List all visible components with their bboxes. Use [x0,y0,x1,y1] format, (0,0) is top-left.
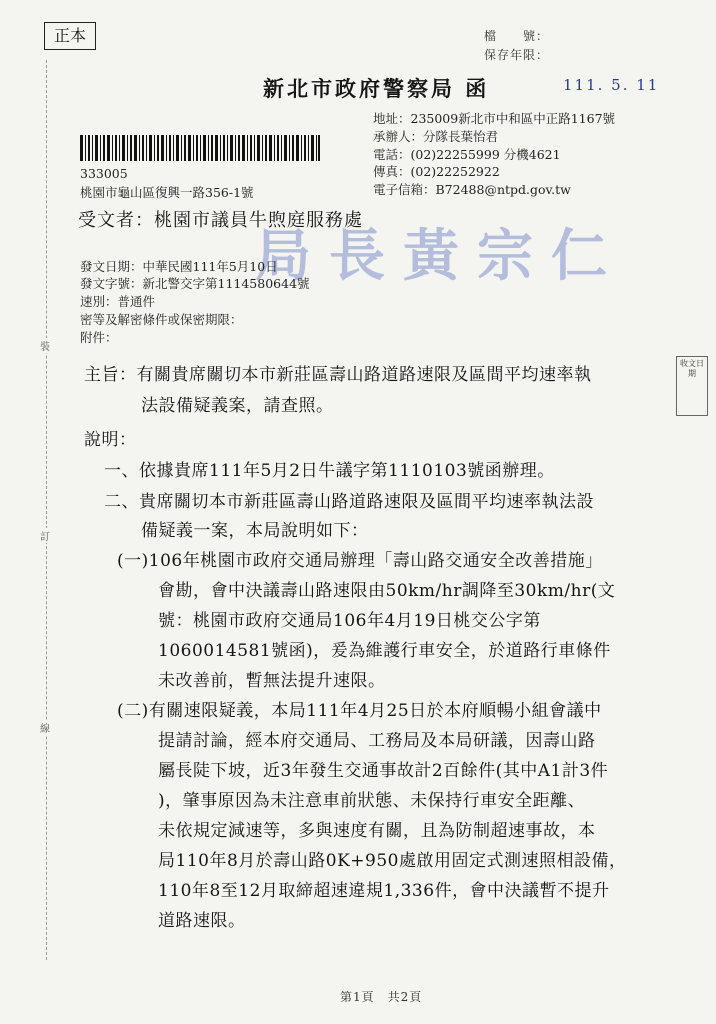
binding-line [46,60,47,960]
sender-address: 地址：235009新北市中和區中正路1167號 [373,111,616,126]
sub-2-line-1: (二)有關速限疑義，本局111年4月25日於本府順暢小組會議中 [117,701,602,721]
binding-mark-1: 裝 [40,338,50,353]
document-title: 新北市政府警察局 函 [263,76,490,101]
postal-code: 333005 [80,166,128,181]
speed-category: 速別：普通件 [80,294,156,309]
item-1: 一、依據貴席111年5月2日牛議字第1110103號函辦理。 [104,461,555,481]
archive-number-label: 檔 號： [484,29,550,43]
subject-line-1: 主旨：有關貴席關切本市新莊區壽山路道路速限及區間平均速率執 [84,365,592,385]
issue-date: 發文日期：中華民國111年5月10日 [80,259,278,274]
recipient: 受文者：桃園市議員牛煦庭服務處 [78,210,363,231]
sub-2-line-7: 110年8至12月取締超速違規1,336件，會中決議暫不提升 [158,881,610,901]
subject-line-2: 法設備疑義案，請查照。 [141,396,334,416]
sub-2-line-4: )，肇事原因為未注意車前狀態、未保持行車安全距離、 [158,791,586,811]
attachments: 附件： [80,330,118,345]
contact-person: 承辦人：分隊長葉怡君 [373,129,499,144]
sub-2-line-3: 屬長陡下坡，近3年發生交通事故計2百餘件(其中A1計3件 [158,761,609,781]
received-date: 111. 5. 11 [563,76,660,94]
explanation-label: 說明： [84,430,137,450]
page-number: 第1頁 共2頁 [340,990,423,1004]
item-2-line-2: 備疑義一案，本局說明如下： [141,521,369,541]
item-2-line-1: 二、貴席關切本市新莊區壽山路道路速限及區間平均速率執法設 [104,492,594,512]
sub-1-line-2: 會勘，會中決議壽山路速限由50km/hr調降至30km/hr(文 [158,581,616,601]
fax: 傳真：(02)22252922 [373,164,500,179]
issue-number: 發文字號：新北警交字第1114580644號 [80,276,310,291]
copy-mark: 正本 [44,22,96,50]
binding-mark-2: 訂 [40,528,50,543]
sub-2-line-5: 未依規定減速等，多與速度有關，且為防制超速事故，本 [158,821,596,841]
sub-1-line-5: 未改善前，暫無法提升速限。 [158,671,386,691]
sub-1-line-1: (一)106年桃園市政府交通局辦理「壽山路交通安全改善措施」 [117,551,603,571]
barcode-icon [80,135,320,161]
sub-2-line-2: 提請討論，經本府交通局、工務局及本局研議，因壽山路 [158,731,596,751]
phone: 電話：(02)22255999 分機4621 [373,147,561,162]
sub-2-line-8: 道路速限。 [158,911,246,931]
sub-2-line-6: 局110年8月於壽山路0K+950處啟用固定式測速照相設備， [158,851,627,871]
director-seal: 局長黃宗仁 [255,224,625,289]
binding-mark-3: 線 [40,720,50,735]
email: 電子信箱：B72488@ntpd.gov.tw [373,182,571,197]
sub-1-line-4: 1060014581號函)，爰為維護行車安全，於道路行車條件 [158,641,611,661]
received-stamp: 收文日期 [676,356,708,416]
mailing-address: 桃園市龜山區復興一路356-1號 [80,185,254,200]
retention-label: 保存年限： [484,48,550,62]
security-level: 密等及解密條件或保密期限： [80,312,243,327]
sub-1-line-3: 號：桃園市政府交通局106年4月19日桃交公字第 [158,611,541,631]
